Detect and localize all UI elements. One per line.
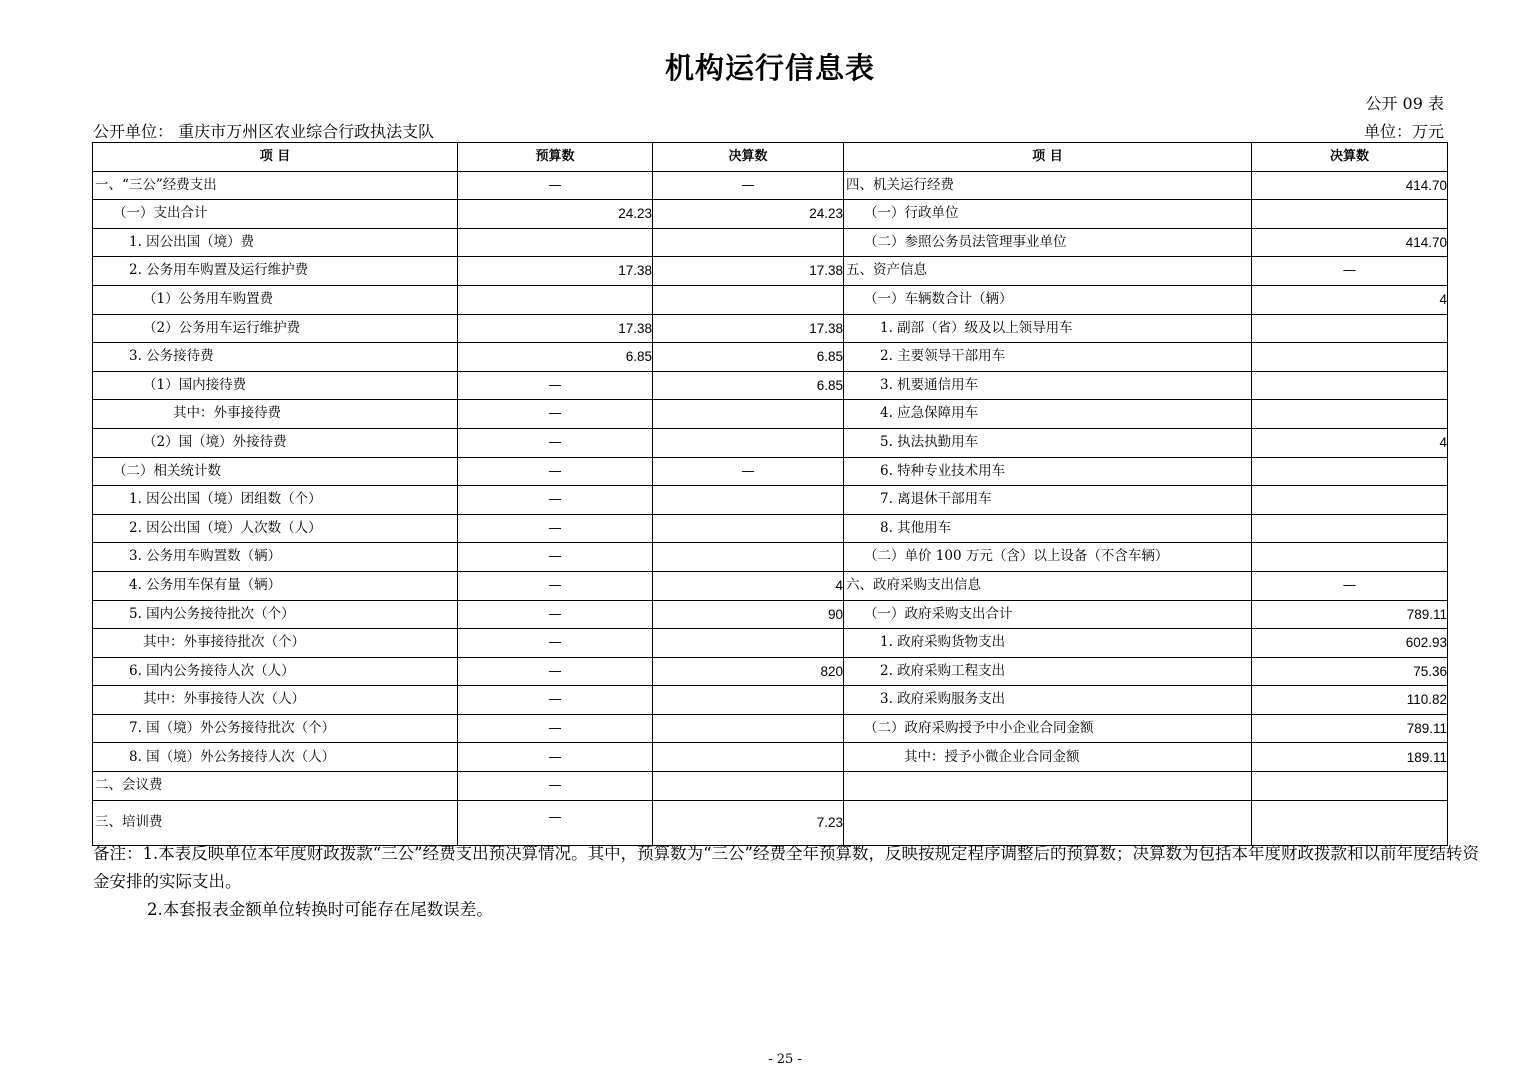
budget-cell — [458, 285, 653, 314]
right-label: （二）政府采购授予中小企业合同金额 — [844, 714, 1252, 743]
final-cell — [653, 486, 844, 515]
budget-cell: — — [458, 743, 653, 772]
header-item-right: 项 目 — [844, 143, 1252, 172]
row-label: 6. 国内公务接待人次（人） — [93, 657, 458, 686]
row-label: （2）国（境）外接待费 — [93, 428, 458, 457]
row-label: 三、培训费 — [93, 800, 458, 845]
budget-cell: 17.38 — [458, 314, 653, 343]
final-cell: 6.85 — [653, 371, 844, 400]
final-cell — [653, 514, 844, 543]
budget-cell — [458, 228, 653, 257]
right-final-cell: 110.82 — [1252, 686, 1448, 715]
right-final-cell: 414.70 — [1252, 228, 1448, 257]
publishing-unit: 公开单位： 重庆市万州区农业综合行政执法支队 — [93, 122, 435, 141]
budget-cell: — — [458, 600, 653, 629]
right-final-cell: 789.11 — [1252, 714, 1448, 743]
right-label: 7. 离退休干部用车 — [844, 486, 1252, 515]
table-row — [93, 772, 1448, 801]
budget-cell: 24.23 — [458, 200, 653, 229]
final-cell — [653, 285, 844, 314]
row-label: 7. 国（境）外公务接待批次（个） — [93, 714, 458, 743]
right-label: 其中：授予小微企业合同金额 — [844, 743, 1252, 772]
row-label: （1）公务用车购置费 — [93, 285, 458, 314]
final-cell: — — [653, 171, 844, 200]
budget-cell: 17.38 — [458, 257, 653, 286]
right-final-cell — [1252, 371, 1448, 400]
row-label: 3. 公务接待费 — [93, 343, 458, 372]
table-row — [93, 228, 1448, 257]
right-label: （一）车辆数合计（辆） — [844, 285, 1252, 314]
budget-cell: — — [458, 457, 653, 486]
right-final-cell — [1252, 514, 1448, 543]
right-final-cell: 4 — [1252, 285, 1448, 314]
table-row — [93, 457, 1448, 486]
table-row — [93, 171, 1448, 200]
right-label: 2. 政府采购工程支出 — [844, 657, 1252, 686]
right-label: 6. 特种专业技术用车 — [844, 457, 1252, 486]
budget-cell: — — [458, 371, 653, 400]
table-header-row — [93, 143, 1448, 172]
row-label: 3. 公务用车购置数（辆） — [93, 543, 458, 572]
row-label: 其中：外事接待费 — [93, 400, 458, 429]
budget-cell: — — [458, 629, 653, 658]
final-cell — [653, 714, 844, 743]
table-row — [93, 600, 1448, 629]
page-title: 机构运行信息表 — [664, 51, 875, 85]
table-row — [93, 543, 1448, 572]
note-2: 2.本套报表金额单位转换时可能存在尾数误差。 — [147, 900, 493, 919]
table-row — [93, 200, 1448, 229]
final-cell: — — [653, 457, 844, 486]
budget-cell: — — [458, 772, 653, 801]
row-label: 1. 因公出国（境）费 — [93, 228, 458, 257]
table-row — [93, 371, 1448, 400]
budget-cell: — — [458, 171, 653, 200]
budget-cell: — — [458, 800, 653, 845]
row-label: 1. 因公出国（境）团组数（个） — [93, 486, 458, 515]
table-row — [93, 686, 1448, 715]
right-final-cell: 75.36 — [1252, 657, 1448, 686]
final-cell — [653, 772, 844, 801]
row-label: （1）国内接待费 — [93, 371, 458, 400]
table-row — [93, 800, 1448, 845]
final-cell: 17.38 — [653, 257, 844, 286]
final-cell — [653, 629, 844, 658]
final-cell — [653, 400, 844, 429]
budget-cell: — — [458, 686, 653, 715]
right-label: （一）行政单位 — [844, 200, 1252, 229]
budget-cell: — — [458, 543, 653, 572]
final-cell — [653, 743, 844, 772]
right-label: 五、资产信息 — [844, 257, 1252, 286]
table-row — [93, 285, 1448, 314]
row-label: 8. 国（境）外公务接待人次（人） — [93, 743, 458, 772]
right-final-cell: 789.11 — [1252, 600, 1448, 629]
table-row — [93, 400, 1448, 429]
right-label: 3. 政府采购服务支出 — [844, 686, 1252, 715]
final-cell — [653, 686, 844, 715]
right-label: 4. 应急保障用车 — [844, 400, 1252, 429]
right-final-cell — [1252, 772, 1448, 801]
right-label — [844, 800, 1252, 845]
right-final-cell — [1252, 543, 1448, 572]
row-label: 2. 公务用车购置及运行维护费 — [93, 257, 458, 286]
info-table — [92, 142, 1448, 846]
header-final: 决算数 — [653, 143, 844, 172]
budget-cell: — — [458, 514, 653, 543]
right-final-cell — [1252, 457, 1448, 486]
right-final-cell — [1252, 343, 1448, 372]
table-row — [93, 314, 1448, 343]
final-cell: 7.23 — [653, 800, 844, 845]
page-number: - 25 - — [768, 1052, 802, 1067]
right-final-cell — [1252, 400, 1448, 429]
right-label: 2. 主要领导干部用车 — [844, 343, 1252, 372]
table-row — [93, 657, 1448, 686]
right-label: （一）政府采购支出合计 — [844, 600, 1252, 629]
table-row — [93, 629, 1448, 658]
table-row — [93, 714, 1448, 743]
row-label: 4. 公务用车保有量（辆） — [93, 571, 458, 600]
right-label: 3. 机要通信用车 — [844, 371, 1252, 400]
budget-cell: — — [458, 400, 653, 429]
right-final-cell: — — [1252, 257, 1448, 286]
right-label: 四、机关运行经费 — [844, 171, 1252, 200]
budget-cell: 6.85 — [458, 343, 653, 372]
header-budget: 预算数 — [458, 143, 653, 172]
header-final-right: 决算数 — [1252, 143, 1448, 172]
table-row — [93, 428, 1448, 457]
money-unit: 单位：万元 — [1363, 122, 1444, 141]
table-row — [93, 571, 1448, 600]
budget-cell: — — [458, 428, 653, 457]
row-label: （一）支出合计 — [93, 200, 458, 229]
right-final-cell: 4 — [1252, 428, 1448, 457]
table-row — [93, 343, 1448, 372]
row-label: 一、“三公”经费支出 — [93, 171, 458, 200]
row-label: 2. 因公出国（境）人次数（人） — [93, 514, 458, 543]
row-label: 二、会议费 — [93, 772, 458, 801]
budget-cell: — — [458, 657, 653, 686]
note-1: 备注：1.本表反映单位本年度财政拨款“三公”经费支出预决算情况。其中，预算数为“三公”经费全年预算数，反映按规定程序调整后的预算数；决算数为包括本年度财政拨款和以前年度结转资金安排的实际支出。 — [93, 844, 1479, 891]
budget-cell: — — [458, 571, 653, 600]
right-final-cell — [1252, 200, 1448, 229]
table-row — [93, 514, 1448, 543]
right-label: 六、政府采购支出信息 — [844, 571, 1252, 600]
budget-cell: — — [458, 486, 653, 515]
row-label: 其中：外事接待人次（人） — [93, 686, 458, 715]
right-final-cell: 602.93 — [1252, 629, 1448, 658]
final-cell: 820 — [653, 657, 844, 686]
right-label: （二）参照公务员法管理事业单位 — [844, 228, 1252, 257]
right-label: 1. 副部（省）级及以上领导用车 — [844, 314, 1252, 343]
final-cell: 4 — [653, 571, 844, 600]
right-final-cell: 414.70 — [1252, 171, 1448, 200]
final-cell — [653, 228, 844, 257]
notes — [93, 840, 1488, 924]
table-row — [93, 486, 1448, 515]
final-cell — [653, 428, 844, 457]
table-row — [93, 257, 1448, 286]
right-label: 8. 其他用车 — [844, 514, 1252, 543]
form-number: 公开 09 表 — [1365, 94, 1444, 113]
right-label: 1. 政府采购货物支出 — [844, 629, 1252, 658]
final-cell: 90 — [653, 600, 844, 629]
row-label: 其中：外事接待批次（个） — [93, 629, 458, 658]
row-label: （2）公务用车运行维护费 — [93, 314, 458, 343]
right-final-cell — [1252, 486, 1448, 515]
right-final-cell — [1252, 314, 1448, 343]
right-final-cell: — — [1252, 571, 1448, 600]
final-cell: 6.85 — [653, 343, 844, 372]
right-label — [844, 772, 1252, 801]
header-item: 项 目 — [93, 143, 458, 172]
table-row — [93, 743, 1448, 772]
final-cell: 17.38 — [653, 314, 844, 343]
row-label: 5. 国内公务接待批次（个） — [93, 600, 458, 629]
final-cell — [653, 543, 844, 572]
right-label: （二）单价 100 万元（含）以上设备（不含车辆） — [844, 543, 1252, 572]
right-label: 5. 执法执勤用车 — [844, 428, 1252, 457]
budget-cell: — — [458, 714, 653, 743]
row-label: （二）相关统计数 — [93, 457, 458, 486]
final-cell: 24.23 — [653, 200, 844, 229]
right-final-cell — [1252, 800, 1448, 845]
right-final-cell: 189.11 — [1252, 743, 1448, 772]
